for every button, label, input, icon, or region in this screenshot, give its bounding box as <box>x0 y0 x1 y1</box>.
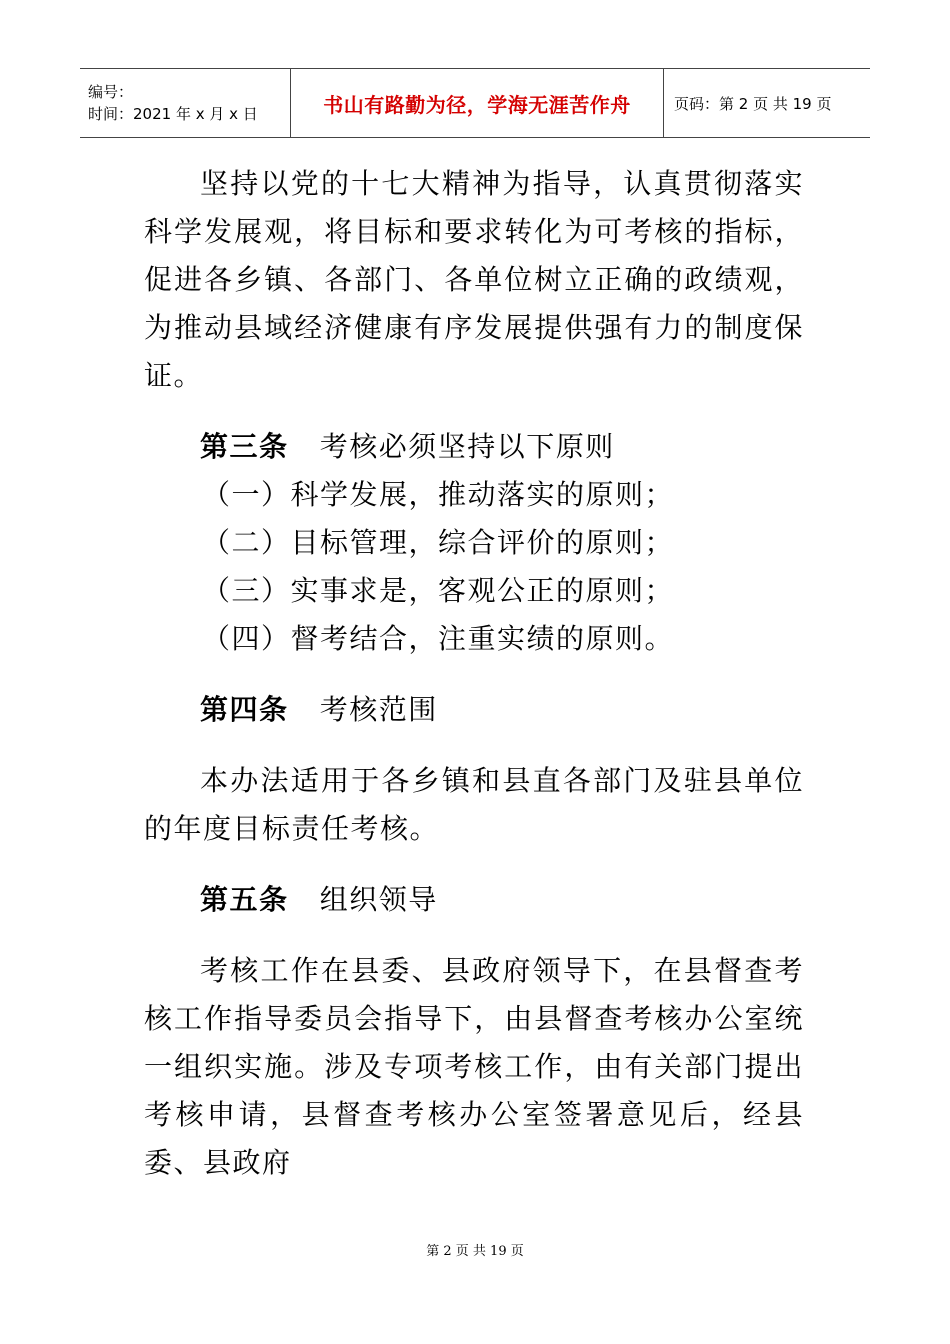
article-3-title: 第三条 <box>200 430 289 463</box>
article-3-text: 考核必须坚持以下原则 <box>319 430 615 463</box>
paragraph-guidance: 坚持以党的十七大精神为指导，认真贯彻落实科学发展观，将目标和要求转化为可考核的指标，促进各乡镇、各部门、各单位树立正确的政绩观，为推动县域经济健康有序发展提供强有力的制度保证。 <box>144 167 804 392</box>
article-4-text: 考核范围 <box>319 693 438 726</box>
page-info: 页码：第 2 页 共 19 页 <box>674 94 832 113</box>
article-5-text: 组织领导 <box>319 883 438 916</box>
principle-item: （三）实事求是，客观公正的原则； <box>202 574 675 607</box>
article-5-heading <box>144 876 804 924</box>
header-page-cell <box>664 69 831 137</box>
header-motto-cell <box>290 69 664 137</box>
paragraph-scope: 本办法适用于各乡镇和县直各部门及驻县单位的年度目标责任考核。 <box>144 764 804 845</box>
number-label: 编号： <box>88 83 134 101</box>
article-5-title: 第五条 <box>200 883 289 916</box>
page-header <box>80 68 870 138</box>
page-footer: 第 2 页 共 19 页 <box>426 1244 524 1259</box>
document-body <box>144 160 804 1187</box>
paragraph-organization: 考核工作在县委、县政府领导下，在县督查考核工作指导委员会指导下，由县督查考核办公室统一组织实施。涉及专项考核工作，由有关部门提出考核申请，县督查考核办公室签署意见后，经县委、县政府 <box>144 954 804 1179</box>
principle-item: （四）督考结合，注重实绩的原则。 <box>202 622 675 655</box>
article-3-heading <box>144 423 804 471</box>
article-4-title: 第四条 <box>200 693 289 726</box>
principle-item: （二）目标管理，综合评价的原则； <box>202 526 675 559</box>
motto-text: 书山有路勤为径，学海无涯苦作舟 <box>323 92 631 117</box>
article-4-heading <box>144 686 804 734</box>
time-label: 时间：2021 年 x 月 x 日 <box>88 105 258 123</box>
principle-item: （一）科学发展，推动落实的原则； <box>202 478 675 511</box>
header-meta <box>80 69 290 137</box>
